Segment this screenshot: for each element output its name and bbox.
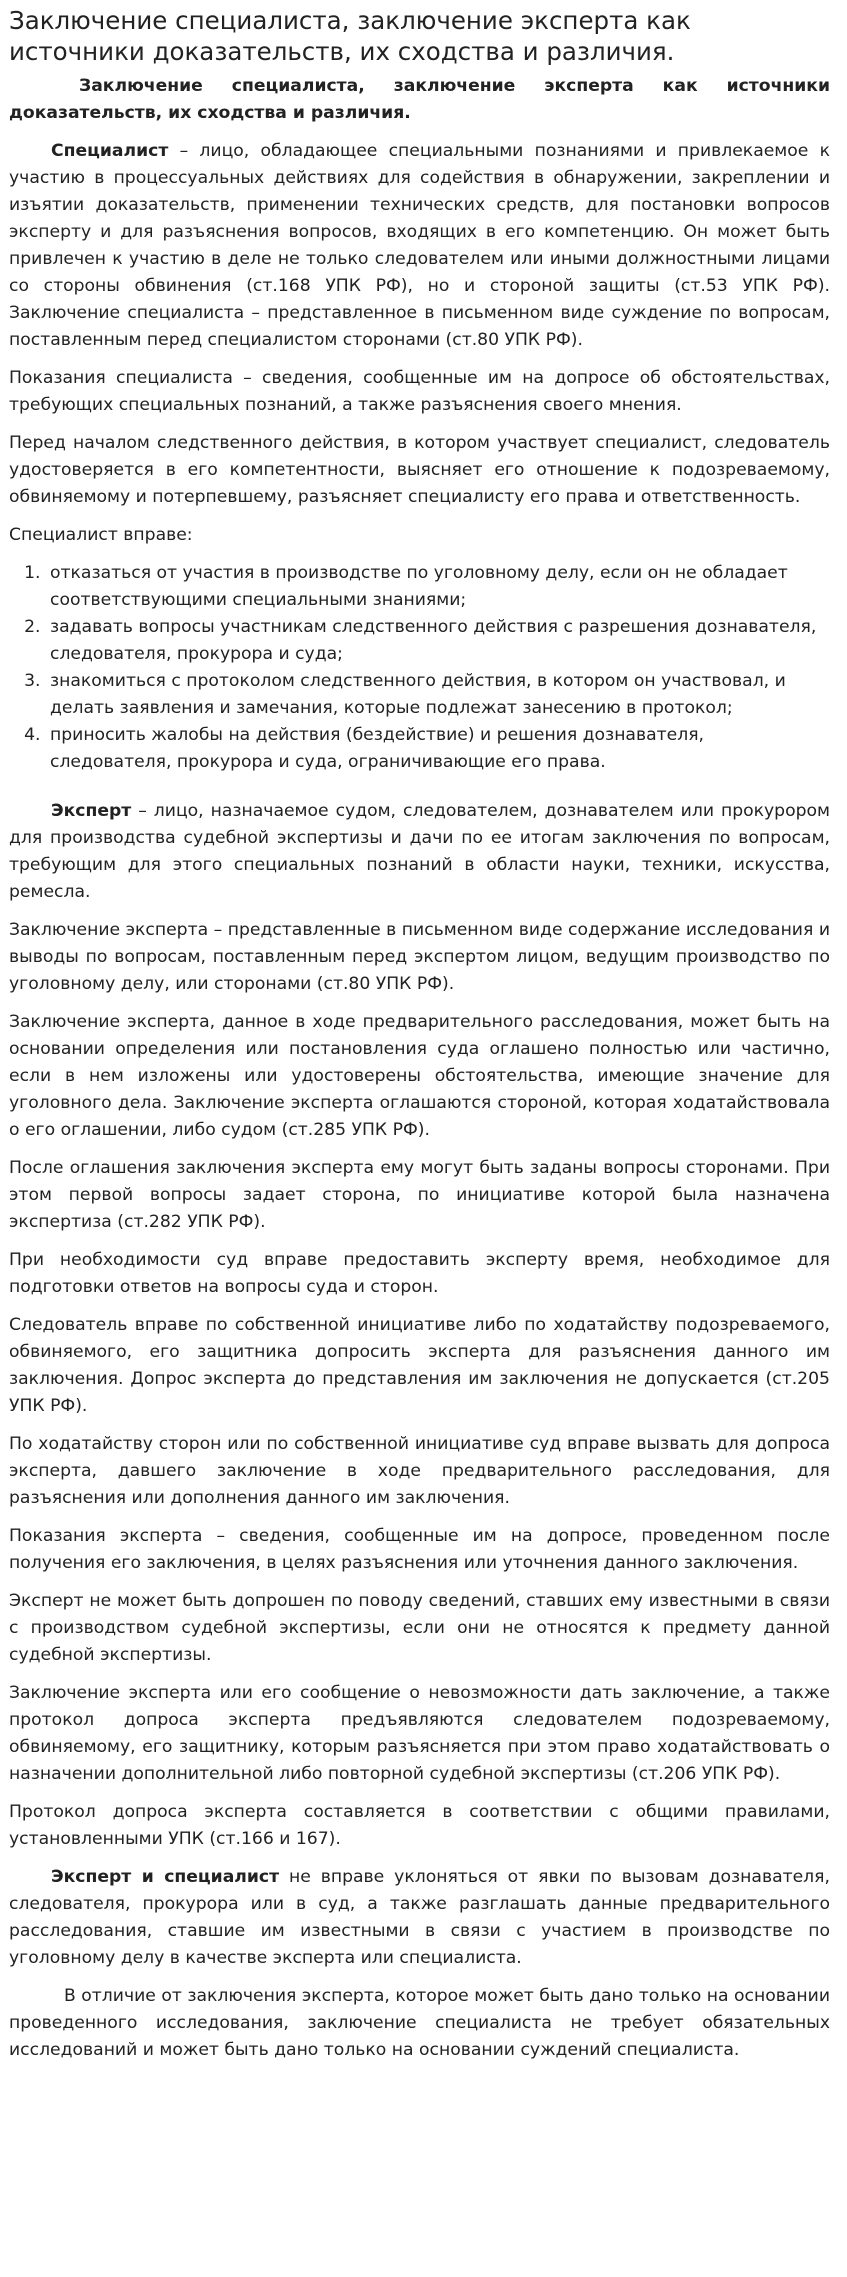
section-gap (9, 790, 830, 798)
expert-paragraph: По ходатайству сторон или по собственной инициативе суд вправе вызвать для допроса эксперта, давшего заключение в ходе предварительного расследования, для разъяснения или дополнения данного им заключения. (9, 1434, 830, 1508)
list-item: 2. задавать вопросы участникам следственного действия с разрешения дознавателя, следователя, прокурора и суда; (46, 614, 830, 668)
specialist-definition-text: – лицо, обладающее специальными познаниями и привлекаемое к участию в процессуальных действиях для содействия в обнаружении, закреплении и изъятии доказательств, применении технических средств, для постановки вопросов эксперту и для разъяснения вопросов, входящих в его компетенцию. Он может быть привлечен к участию в деле не только следователем или иными должностными лицами со стороны обвинения (ст.168 УПК РФ), но и стороной защиты (ст.53 УПК РФ). Заключение специалиста – представленное в письменном виде суждение по вопросам, поставленным перед специалистом сторонами (ст.80 УПК РФ). (9, 141, 830, 350)
expert-paragraph: Протокол допроса эксперта составляется в соответствии с общими правилами, установленными УПК (ст.166 и 167). (9, 1802, 830, 1849)
expert-paragraph: Показания эксперта – сведения, сообщенные им на допросе, проведенном после получения его заключения, в целях разъяснения или уточнения данного заключения. (9, 1526, 830, 1573)
difference-paragraph: В отличие от заключения эксперта, которое может быть дано только на основании проведенного исследования, заключение специалиста не требует обязательных исследований и может быть дано только на основании суждений специалиста. (9, 1986, 830, 2060)
expert-paragraph: Заключение эксперта или его сообщение о невозможности дать заключение, а также протокол допроса эксперта предъявляются следователем подозреваемому, обвиняемому, его защитнику, которым разъясняется при этом право ходатайствовать о назначении дополнительной либо повторной судебной экспертизы (ст.206 УПК РФ). (9, 1683, 830, 1784)
specialist-term: Специалист (51, 141, 169, 161)
expert-and-specialist-text: не вправе уклоняться от явки по вызовам дознавателя, следователя, прокурора или в суд, а также разглашать данные предварительного расследования, ставшие им известными в связи с участием в производстве по уголовному делу в качестве эксперта или специалиста. (9, 1867, 830, 1968)
expert-paragraph: Заключение эксперта, данное в ходе предварительного расследования, может быть на основании определения или постановления суда оглашено полностью или частично, если в нем изложены или удостоверены обстоятельства, имеющие значение для уголовного дела. Заключение эксперта оглашаются стороной, которая ходатайствовала о его оглашении, либо судом (ст.285 УПК РФ). (9, 1012, 830, 1140)
expert-paragraph: Следователь вправе по собственной инициативе либо по ходатайству подозреваемого, обвиняемого, его защитника допросить эксперта для разъяснения данного им заключения. Допрос эксперта до представления им заключения не допускается (ст.205 УПК РФ). (9, 1315, 830, 1416)
expert-term: Эксперт (51, 801, 132, 821)
expert-paragraph: После оглашения заключения эксперта ему могут быть заданы вопросы сторонами. При этом первой вопросы задает сторона, по инициативе которой была назначена экспертиза (ст.282 УПК РФ). (9, 1158, 830, 1232)
list-item: 1. отказаться от участия в производстве по уголовному делу, если он не обладает соответствующими специальными знаниями; (46, 560, 830, 614)
expert-paragraph: Эксперт не может быть допрошен по поводу сведений, ставших ему известными в связи с производством судебной экспертизы, если они не относятся к предмету данной судебной экспертизы. (9, 1591, 830, 1665)
specialist-testimony-paragraph: Показания специалиста – сведения, сообщенные им на допросе об обстоятельствах, требующих специальных познаний, а также разъяснения своего мнения. (9, 368, 830, 415)
page-title: Заключение специалиста, заключение эксперта как источники доказательств, их сходства и различия. (9, 6, 691, 66)
document-subtitle: Заключение специалиста, заключение эксперта как источники доказательств, их сходства и различия. (9, 76, 830, 123)
expert-and-specialist-paragraph (9, 1864, 830, 1972)
document-page (0, 5, 834, 2064)
expert-paragraph: Заключение эксперта – представленные в письменном виде содержание исследования и выводы по вопросам, поставленным перед экспертом лицом, ведущим производство по уголовному делу, или сторонами (ст.80 УПК РФ). (9, 920, 830, 994)
specialist-definition-paragraph (9, 138, 830, 354)
list-item: 4. приносить жалобы на действия (бездействие) и решения дознавателя, следователя, прокурора и суда, ограничивающие его права. (46, 722, 830, 776)
list-item: 3. знакомиться с протоколом следственного действия, в котором он участвовал, и делать заявления и замечания, которые подлежат занесению в протокол; (46, 668, 830, 722)
expert-definition-paragraph (9, 798, 830, 906)
specialist-before-action-paragraph: Перед началом следственного действия, в котором участвует специалист, следователь удостоверяется в его компетентности, выясняет его отношение к подозреваемому, обвиняемому и потерпевшему, разъясняет специалисту его права и ответственность. (9, 433, 830, 507)
expert-and-specialist-term: Эксперт и специалист (51, 1867, 280, 1887)
expert-paragraph: При необходимости суд вправе предоставить эксперту время, необходимое для подготовки ответов на вопросы суда и сторон. (9, 1250, 830, 1297)
specialist-rights-intro: Специалист вправе: (9, 525, 193, 545)
expert-definition-text: – лицо, назначаемое судом, следователем, дознавателем или прокурором для производства судебной экспертизы и дачи по ее итогам заключения по вопросам, требующим для этого специальных познаний в области науки, техники, искусства, ремесла. (9, 801, 830, 902)
specialist-rights-list (9, 560, 830, 776)
